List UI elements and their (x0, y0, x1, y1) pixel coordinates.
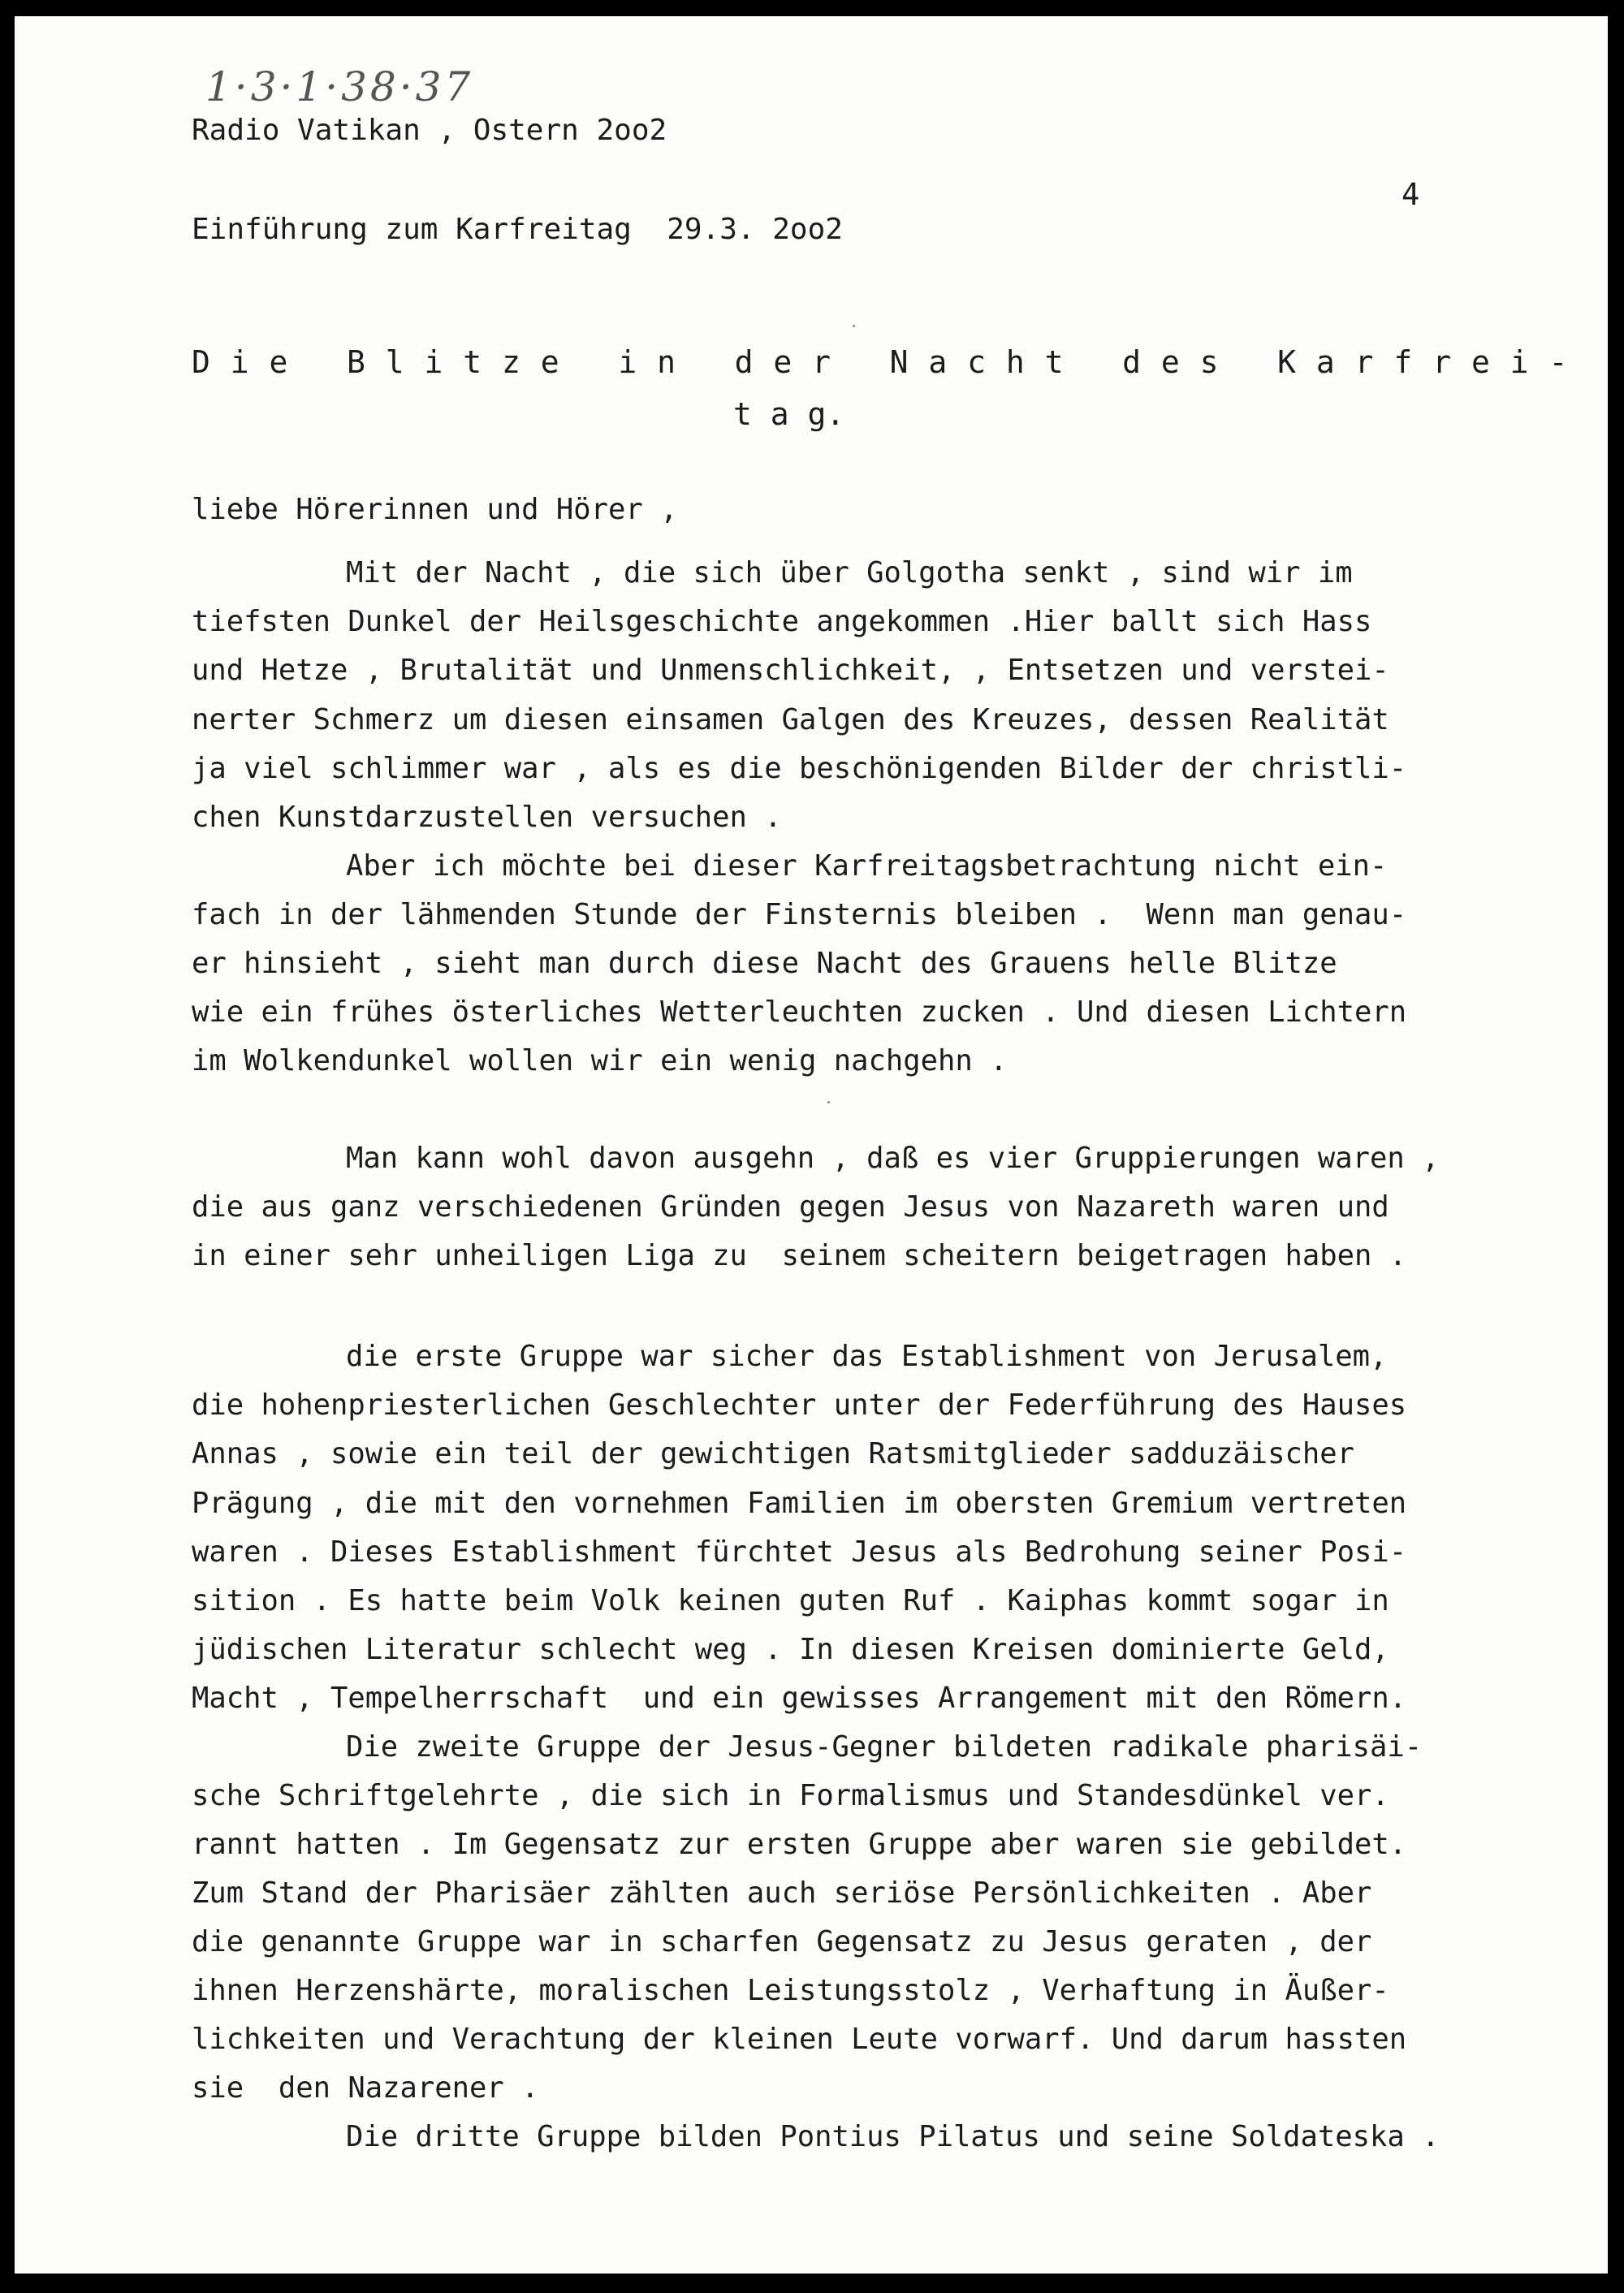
body-line: Aber ich möchte bei dieser Karfreitagsbetrachtung nicht ein- (346, 849, 1388, 883)
document-title: D i e B l i t z e i n d e r N a c h t d e s K a r f r e i - (192, 344, 1569, 380)
body-line: die genannte Gruppe war in scharfen Gegensatz zu Jesus geraten , der (192, 1925, 1372, 1958)
intro-line: Einführung zum Karfreitag 29.3. 2oo2 (192, 213, 843, 246)
body-line: ja viel schlimmer war , als es die beschönigenden Bilder der christli- (192, 752, 1407, 785)
body-line: die erste Gruppe war sicher das Establishment von Jerusalem, (346, 1340, 1388, 1373)
body-line: Macht , Tempelherrschaft und ein gewisses Arrangement mit den Römern. (192, 1682, 1407, 1715)
body-line: die aus ganz verschiedenen Gründen gegen Jesus von Nazareth waren und (192, 1190, 1389, 1224)
body-line: Zum Stand der Pharisäer zählten auch seriöse Persönlichkeiten . Aber (192, 1876, 1372, 1910)
document-title-continued: t a g. (733, 396, 845, 432)
body-line: Annas , sowie ein teil der gewichtigen Ratsmitglieder sadduzäischer (192, 1437, 1354, 1470)
body-line: chen Kunstdarzustellen versuchen . (192, 801, 782, 834)
body-line: Mit der Nacht , die sich über Golgotha senkt , sind wir im (346, 556, 1353, 589)
body-line: Man kann wohl davon ausgehn , daß es vier Gruppierungen waren , (346, 1142, 1440, 1175)
body-line: waren . Dieses Establishment fürchtet Jesus als Bedrohung seiner Posi- (192, 1535, 1407, 1569)
archive-number: 1·3·1·38·37 (205, 63, 474, 110)
body-line: rannt hatten . Im Gegensatz zur ersten Gruppe aber waren sie gebildet. (192, 1828, 1407, 1861)
body-line: sche Schriftgelehrte , die sich in Formalismus und Standesdünkel ver. (192, 1779, 1389, 1812)
body-line: ihnen Herzenshärte, moralischen Leistungsstolz , Verhaftung in Äußer- (192, 1974, 1389, 2007)
body-line: sition . Es hatte beim Volk keinen guten Ruf . Kaiphas kommt sogar in (192, 1584, 1389, 1617)
paper-speck (827, 1101, 830, 1103)
body-line: jüdischen Literatur schlecht weg . In diesen Kreisen dominierte Geld, (192, 1633, 1389, 1666)
body-line: und Hetze , Brutalität und Unmenschlichkeit, , Entsetzen und verstei- (192, 654, 1389, 687)
body-line: er hinsieht , sieht man durch diese Nacht des Grauens helle Blitze (192, 947, 1337, 980)
body-line: Die zweite Gruppe der Jesus-Gegner bildeten radikale pharisäi- (346, 1730, 1423, 1764)
body-line: in einer sehr unheiligen Liga zu seinem scheitern beigetragen haben . (192, 1239, 1407, 1272)
body-line: sie den Nazarener . (192, 2071, 539, 2105)
header-line: Radio Vatikan , Ostern 2oo2 (192, 114, 667, 147)
body-line: tiefsten Dunkel der Heilsgeschichte angekommen .Hier ballt sich Hass (192, 605, 1372, 638)
body-line: im Wolkendunkel wollen wir ein wenig nachgehn . (192, 1044, 1008, 1077)
body-line: nerter Schmerz um diesen einsamen Galgen des Kreuzes, dessen Realität (192, 703, 1389, 736)
body-line: die hohenpriesterlichen Geschlechter unter der Federführung des Hauses (192, 1388, 1407, 1422)
page-number: 4 (1402, 177, 1420, 212)
salutation: liebe Hörerinnen und Hörer , (192, 493, 678, 526)
body-line: fach in der lähmenden Stunde der Finsternis bleiben . Wenn man genau- (192, 898, 1407, 931)
body-line: lichkeiten und Verachtung der kleinen Leute vorwarf. Und darum hassten (192, 2023, 1407, 2056)
body-line: Prägung , die mit den vornehmen Familien im obersten Gremium vertreten (192, 1487, 1407, 1520)
body-line: Die dritte Gruppe bilden Pontius Pilatus und seine Soldateska . (346, 2120, 1440, 2153)
body-line: wie ein frühes österliches Wetterleuchten zucken . Und diesen Lichtern (192, 995, 1407, 1029)
paper-speck (853, 325, 855, 327)
